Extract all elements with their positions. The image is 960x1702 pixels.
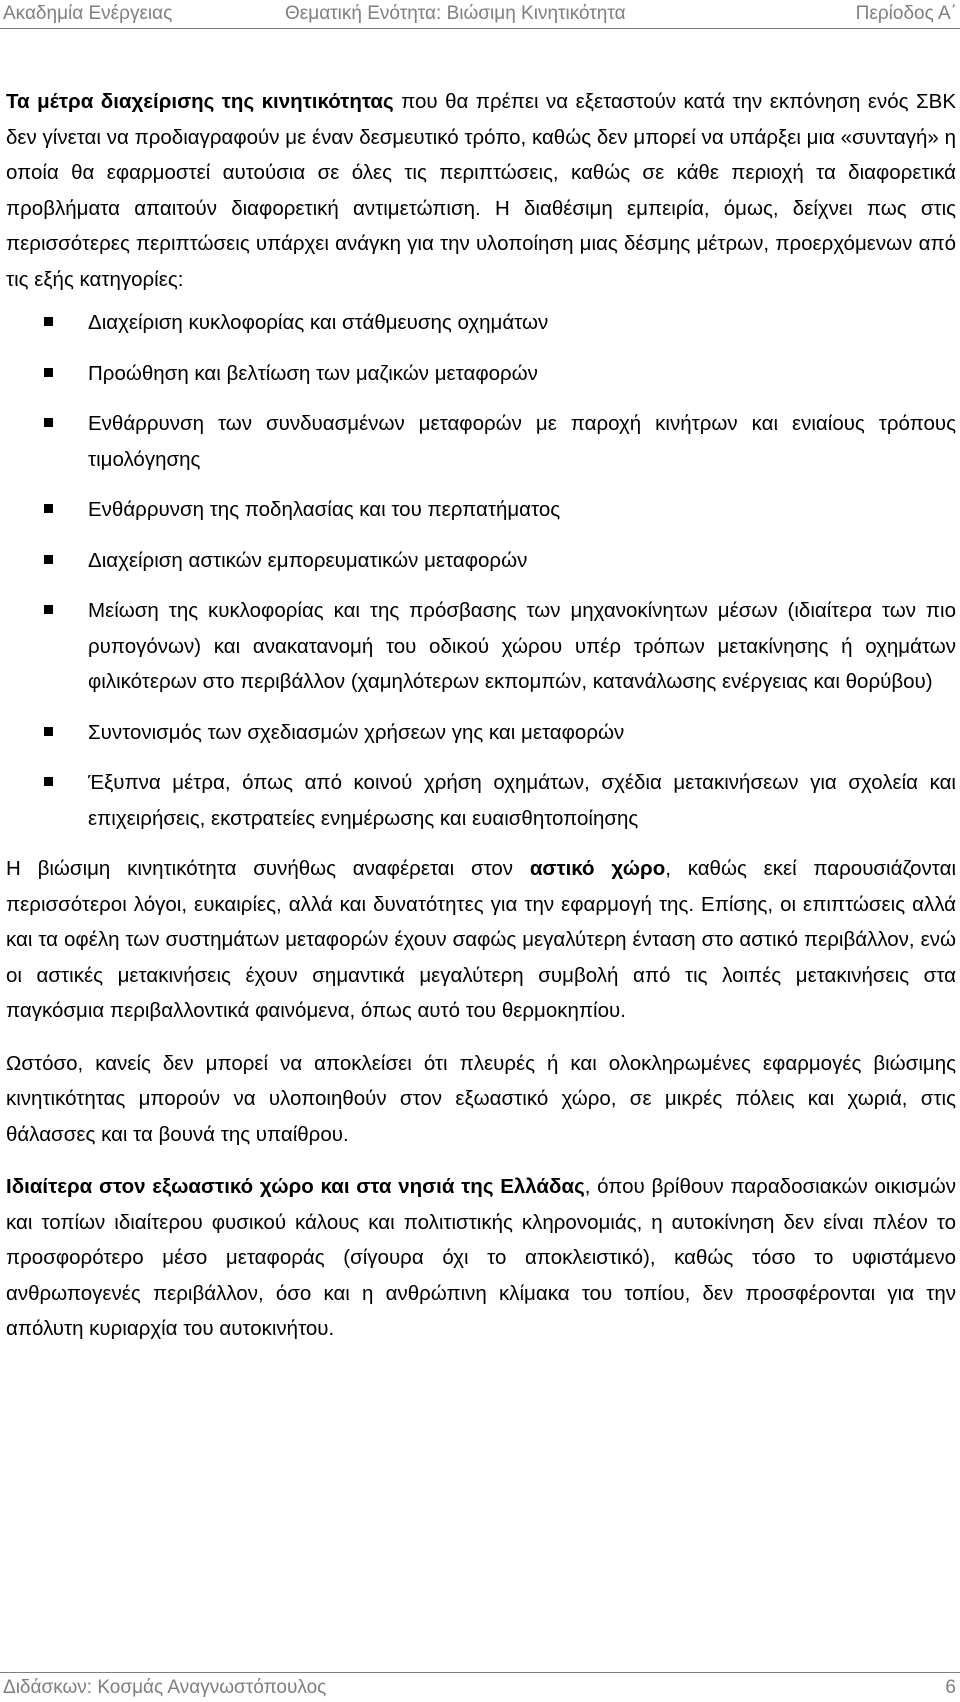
intro-text: που θα πρέπει να εξεταστούν κατά την εκπόνηση ενός ΣΒΚ δεν γίνεται να προδιαγραφούν με έναν δεσμευτικό τρόπο, καθώς δεν μπορεί να υπάρξει μια «συνταγή» η οποία θα εφαρμοστεί αυτούσια σε όλες τις περιπτώσεις, καθώς σε κάθε περιοχή τα διαφορετικά προβλήματα απαιτούν διαφορετική αντιμετώπιση. Η διαθέσιμη εμπειρία, όμως, δείχνει πως στις περισσότερες περιπτώσεις υπάρχει ανάγκη για την υλοποίηση μιας δέσμης μέτρων, προερχόμενων από τις εξής κατηγορίες: (6, 90, 956, 291)
intro-bold: Τα μέτρα διαχείρισης της κινητικότητας (6, 90, 394, 113)
urban-paragraph: Η βιώσιμη κινητικότητα συνήθως αναφέρεται στον αστικό χώρο, καθώς εκεί παρουσιάζονται περισσότεροι λόγοι, ευκαιρίες, αλλά και δυνατότητες για την εφαρμογή της. Επίσης, οι επιπτώσεις αλλά και τα οφέλη των συστημάτων μεταφορών έχουν σαφώς μεγαλύτερη ένταση στο αστικό περιβάλλον, ενώ οι αστικές μετακινήσεις έχουν σημαντικά μεγαλύτερη συμβολή από τις λοιπές μετακινήσεις στα παγκόσμια περιβαλλοντικά φαινόμενα, όπως αυτό του θερμοκηπίου. (6, 857, 956, 1022)
measures-list (6, 305, 956, 836)
urban-bold: αστικό χώρο (529, 857, 666, 880)
list-item: Μείωση της κυκλοφορίας και της πρόσβασης των μηχανοκίνητων μέσων (ιδιαίτερα των πιο ρυπογόνων) και ανακατανομή του οδικού χώρου υπέρ τρόπων μετακίνησης ή οχημάτων φιλικότερων στο περιβάλλον (χαμηλότερων εκπομπών, κατανάλωσης ενέργειας και θορύβου) (6, 593, 956, 700)
page-number: 6 (945, 1677, 956, 1698)
greece-bold: Ιδιαίτερα στον εξωαστικό χώρο και στα νησιά της Ελλάδας (6, 1175, 585, 1198)
intro-paragraph (6, 84, 956, 297)
square-bullet-icon (44, 605, 53, 614)
square-bullet-icon (44, 777, 53, 786)
header-period: Περίοδος Α΄ (855, 3, 957, 24)
list-item: Ενθάρρυνση της ποδηλασίας και του περπατήματος (6, 492, 956, 528)
square-bullet-icon (44, 317, 53, 326)
list-item: Προώθηση και βελτίωση των μαζικών μεταφορών (6, 356, 956, 392)
page-header (0, 0, 960, 29)
square-bullet-icon (44, 418, 53, 427)
page-footer (0, 1672, 960, 1702)
header-module: Θεματική Ενότητα: Βιώσιμη Κινητικότητα (285, 3, 626, 24)
list-item: Ενθάρρυνση των συνδυασμένων μεταφορών με παροχή κινήτρων και ενιαίους τρόπους τιμολόγησης (6, 406, 956, 477)
header-academy: Ακαδημία Ενέργειας (3, 3, 173, 24)
greece-paragraph: Ιδιαίτερα στον εξωαστικό χώρο και στα νησιά της Ελλάδας, όπου βρίθουν παραδοσιακών οικισμών και τοπίων ιδιαίτερου φυσικού κάλους και πολιτιστικής κληρονομιάς, η αυτοκίνηση δεν είναι πλέον το προσφορότερο μέσο μεταφοράς (σίγουρα όχι το αποκλειστικό), καθώς τόσο το υφιστάμενο ανθρωπογενές περιβάλλον, όσο και η ανθρώπινη κλίμακα του τοπίου, δεν προσφέρονται για την απόλυτη κυριαρχία του αυτοκινήτου. (6, 1175, 956, 1340)
footer-instructor: Διδάσκων: Κοσμάς Αναγνωστόπουλος (3, 1677, 327, 1698)
square-bullet-icon (44, 504, 53, 513)
document-body (6, 84, 956, 1364)
list-item: Έξυπνα μέτρα, όπως από κοινού χρήση οχημάτων, σχέδια μετακινήσεων για σχολεία και επιχειρήσεις, εκστρατείες ενημέρωσης και ευαισθητοποίησης (6, 765, 956, 836)
list-item: Διαχείριση κυκλοφορίας και στάθμευσης οχημάτων (6, 305, 956, 341)
square-bullet-icon (44, 727, 53, 736)
square-bullet-icon (44, 368, 53, 377)
square-bullet-icon (44, 555, 53, 564)
list-item: Διαχείριση αστικών εμπορευματικών μεταφορών (6, 543, 956, 579)
list-item: Συντονισμός των σχεδιασμών χρήσεων γης και μεταφορών (6, 715, 956, 751)
rural-paragraph: Ωστόσο, κανείς δεν μπορεί να αποκλείσει ότι πλευρές ή και ολοκληρωμένες εφαρμογές βιώσιμης κινητικότητας μπορούν να υλοποιηθούν στον εξωαστικό χώρο, σε μικρές πόλεις και χωριά, στις θάλασσες και τα βουνά της υπαίθρου. (6, 1051, 956, 1146)
